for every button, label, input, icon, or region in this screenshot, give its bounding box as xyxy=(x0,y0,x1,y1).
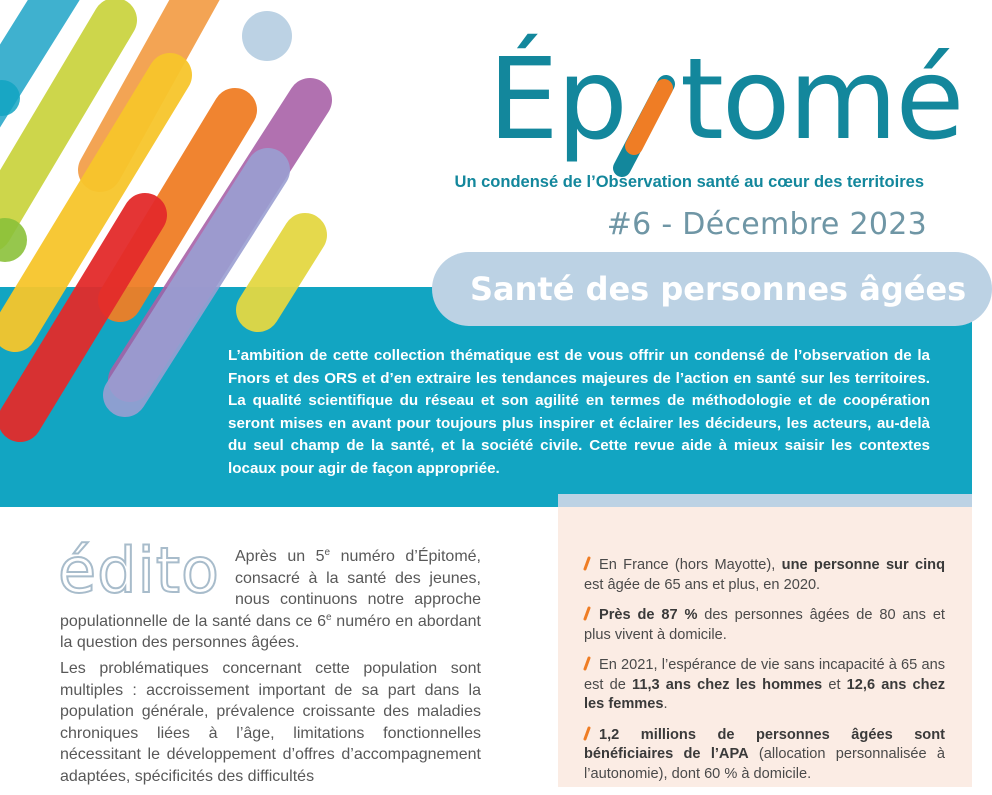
dot-light-blue xyxy=(242,11,292,61)
edito-heading: édito xyxy=(58,534,220,607)
orange-slash-icon xyxy=(584,727,590,740)
subtitle: Un condensé de l’Observation santé au cœur des territoires xyxy=(454,173,924,191)
orange-slash-icon xyxy=(584,657,590,670)
key-figure: Près de 87 % des personnes âgées de 80 ans et plus vivent à domicile. xyxy=(584,607,945,643)
key-figure: En France (hors Mayotte), une personne sur cinq est âgée de 65 ans et plus, en 2020. xyxy=(584,557,945,593)
orange-slash-icon xyxy=(584,557,590,570)
edito-paragraph-2: Les problématiques concernant cette population sont multiples : accroissement important de sa part dans la population générale, prévalence croissante des maladies chroniques liées à l’âge, limitations fonctionnelles nécessitant le développement d’offres d’accompagnement adaptées, spécificités des difficultés xyxy=(60,660,481,785)
logo-text-right: tomé xyxy=(680,35,963,165)
intro-text: L’ambition de cette collection thématique est de vous offrir un condensé de l’observation de la Fnors et des ORS et d’en extraire les tendances majeures de l’action en santé sur les territoires. La qualité scientifique du réseau et son agilité en termes de méthodologie et de coopération seront mises en avant pour toujours plus inspirer et éclairer les décideurs, les acteurs, au-delà du seul champ de la santé, et la société civile. Cette revue aide à mieux saisir les contextes locaux pour agir de façon appropriée. xyxy=(228,347,930,477)
issue-number: #6 - Décembre 2023 xyxy=(606,207,927,242)
theme-title: Santé des personnes âgées xyxy=(470,270,967,308)
dot-green xyxy=(0,218,27,262)
key-figures-list xyxy=(584,556,945,795)
key-figures-top-bar xyxy=(558,494,972,508)
orange-slash-icon xyxy=(584,607,590,620)
logo-text-left: Ép xyxy=(488,35,626,165)
stripe-yellow-short xyxy=(258,235,305,310)
edito-paragraph-1: Après un 5e numéro d’Épitomé, consacré à la santé des jeunes, nous continuons notre approche populationnelle de la santé dans ce 6e numéro en abordant la question des personnes âgées. xyxy=(60,547,482,652)
key-figure: En 2021, l’espérance de vie sans incapacité à 65 ans est de 11,3 ans chez les hommes et 12,6 ans chez les femmes. xyxy=(584,657,945,712)
key-figure: 1,2 millions de personnes âgées sont bénéficiaires de l’APA (allocation personnalisée à l’autonomie), dont 60 % à domicile. xyxy=(584,726,945,782)
